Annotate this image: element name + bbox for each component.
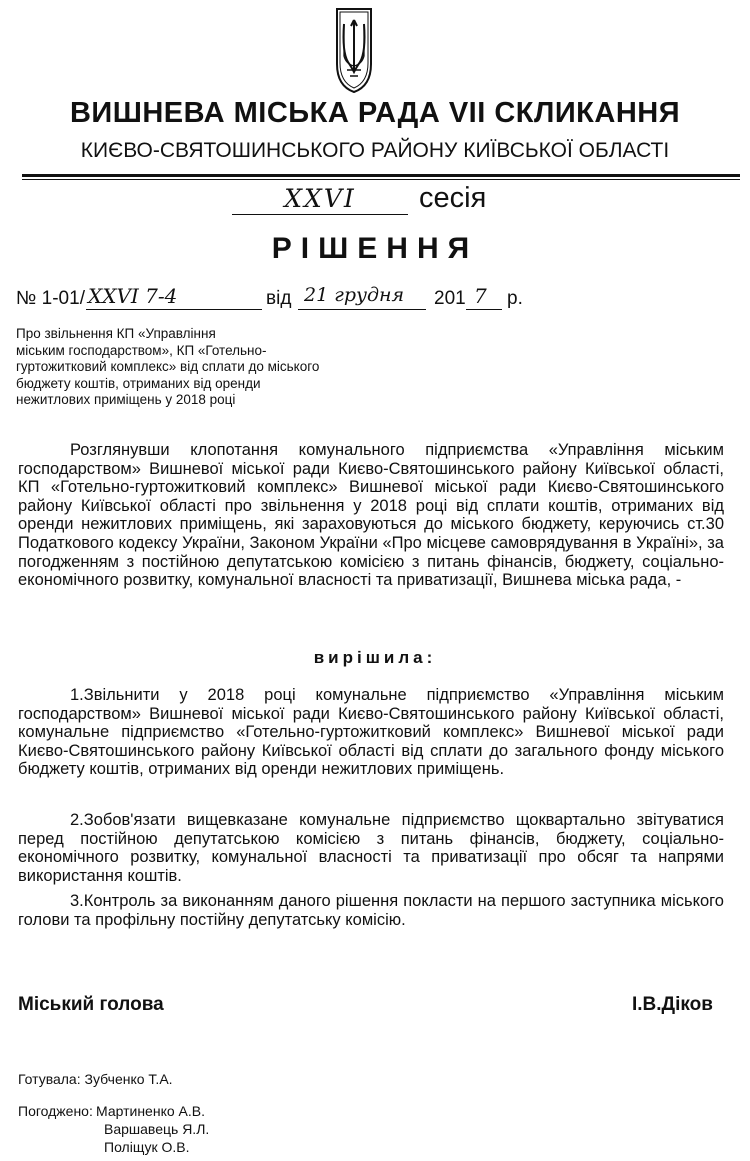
session-underline bbox=[232, 214, 408, 215]
decision-title: РІШЕННЯ bbox=[271, 232, 479, 265]
decision-number: XXVI 7-4 bbox=[88, 284, 178, 308]
preamble-paragraph: Розглянувши клопотання комунального підприємства «Управління міським господарством» Вишневої міської ради Києво-Святошинського району Київської області, КП «Готельно-гуртожитковий комплекс» Вишневої міської ради Києво-Святошинського району Київської області про звільнення у 2018 році від сплати коштів, отриманих від оренди нежитлових приміщень, які зараховуються до міського бюджету, керуючись ст.30 Податкового кодексу України, Законом України «Про місцеве самоврядування в Україні», за погодженням з постійною депутатською комісією з питань фінансів, бюджету, соціально-економічного розвитку, комунальної власності та приватизації, Вишнева міська рада, - bbox=[18, 441, 724, 590]
decision-item-1: 1.Звільнити у 2018 році комунальне підприємство «Управління міським господарством» Вишневої міської ради Києво-Святошинського району Київської області, комунальне підприємство «Готельно-гуртожитковий комплекс» Вишневої міської ради Києво-Святошинського району Київської області від сплати до загального фонду міського бюджету коштів, отриманих від оренди нежитлових приміщень. bbox=[18, 686, 724, 779]
decision-subject: Про звільнення КП «Управління міським господарством», КП «Готельно- гуртожитковий комплекс» від сплати до міського бюджету коштів, отриманих від оренди нежитлових приміщень у 2018 році bbox=[16, 326, 320, 407]
prepared-label: Готувала: bbox=[18, 1071, 81, 1087]
year-digit: 7 bbox=[474, 284, 487, 308]
decision-number-line bbox=[16, 284, 736, 314]
prepared-name: Зубченко Т.А. bbox=[84, 1071, 173, 1087]
resolved-heading: вирішила: bbox=[313, 648, 437, 667]
trident-coat-of-arms-icon bbox=[334, 6, 374, 94]
agreed-name-1: Мартиненко А.В. bbox=[96, 1103, 205, 1119]
session-number: XXVI bbox=[284, 184, 356, 213]
session-line bbox=[232, 180, 532, 220]
number-underline bbox=[86, 309, 262, 310]
decision-item-3: 3.Контроль за виконанням даного рішення покласти на першого заступника міського голови та профільну постійну депутатську комісію. bbox=[18, 892, 724, 929]
year-prefix: 201 bbox=[434, 288, 466, 309]
number-prefix: № 1-01/ bbox=[16, 288, 85, 309]
mayor-name: І.В.Діков bbox=[632, 994, 713, 1015]
from-label: від bbox=[266, 288, 292, 309]
date-underline bbox=[298, 309, 426, 310]
session-label: сесія bbox=[419, 182, 487, 214]
decision-date: 21 грудня bbox=[304, 284, 405, 306]
header-divider bbox=[22, 174, 740, 177]
district-subtitle: КИЄВО-СВЯТОШИНСЬКОГО РАЙОНУ КИЇВСЬКОЇ ОБЛАСТІ bbox=[80, 139, 670, 162]
agreed-name-3: Поліщук О.В. bbox=[104, 1139, 190, 1155]
council-title: ВИШНЕВА МІСЬКА РАДА VII СКЛИКАННЯ bbox=[69, 97, 681, 129]
year-underline bbox=[466, 309, 502, 310]
prepared-by bbox=[18, 1071, 173, 1087]
agreed-label: Погоджено: bbox=[18, 1103, 93, 1119]
agreed-name-2: Варшавець Я.Л. bbox=[104, 1121, 210, 1137]
year-suffix: р. bbox=[507, 288, 523, 309]
decision-item-2: 2.Зобов'язати вищевказане комунальне підприємство щоквартально звітуватися перед постійною депутатською комісією з питань фінансів, бюджету, соціально-економічного розвитку, комунальної власності та приватизації про обсяг та напрями використання коштів. bbox=[18, 811, 724, 885]
mayor-title: Міський голова bbox=[18, 994, 164, 1015]
